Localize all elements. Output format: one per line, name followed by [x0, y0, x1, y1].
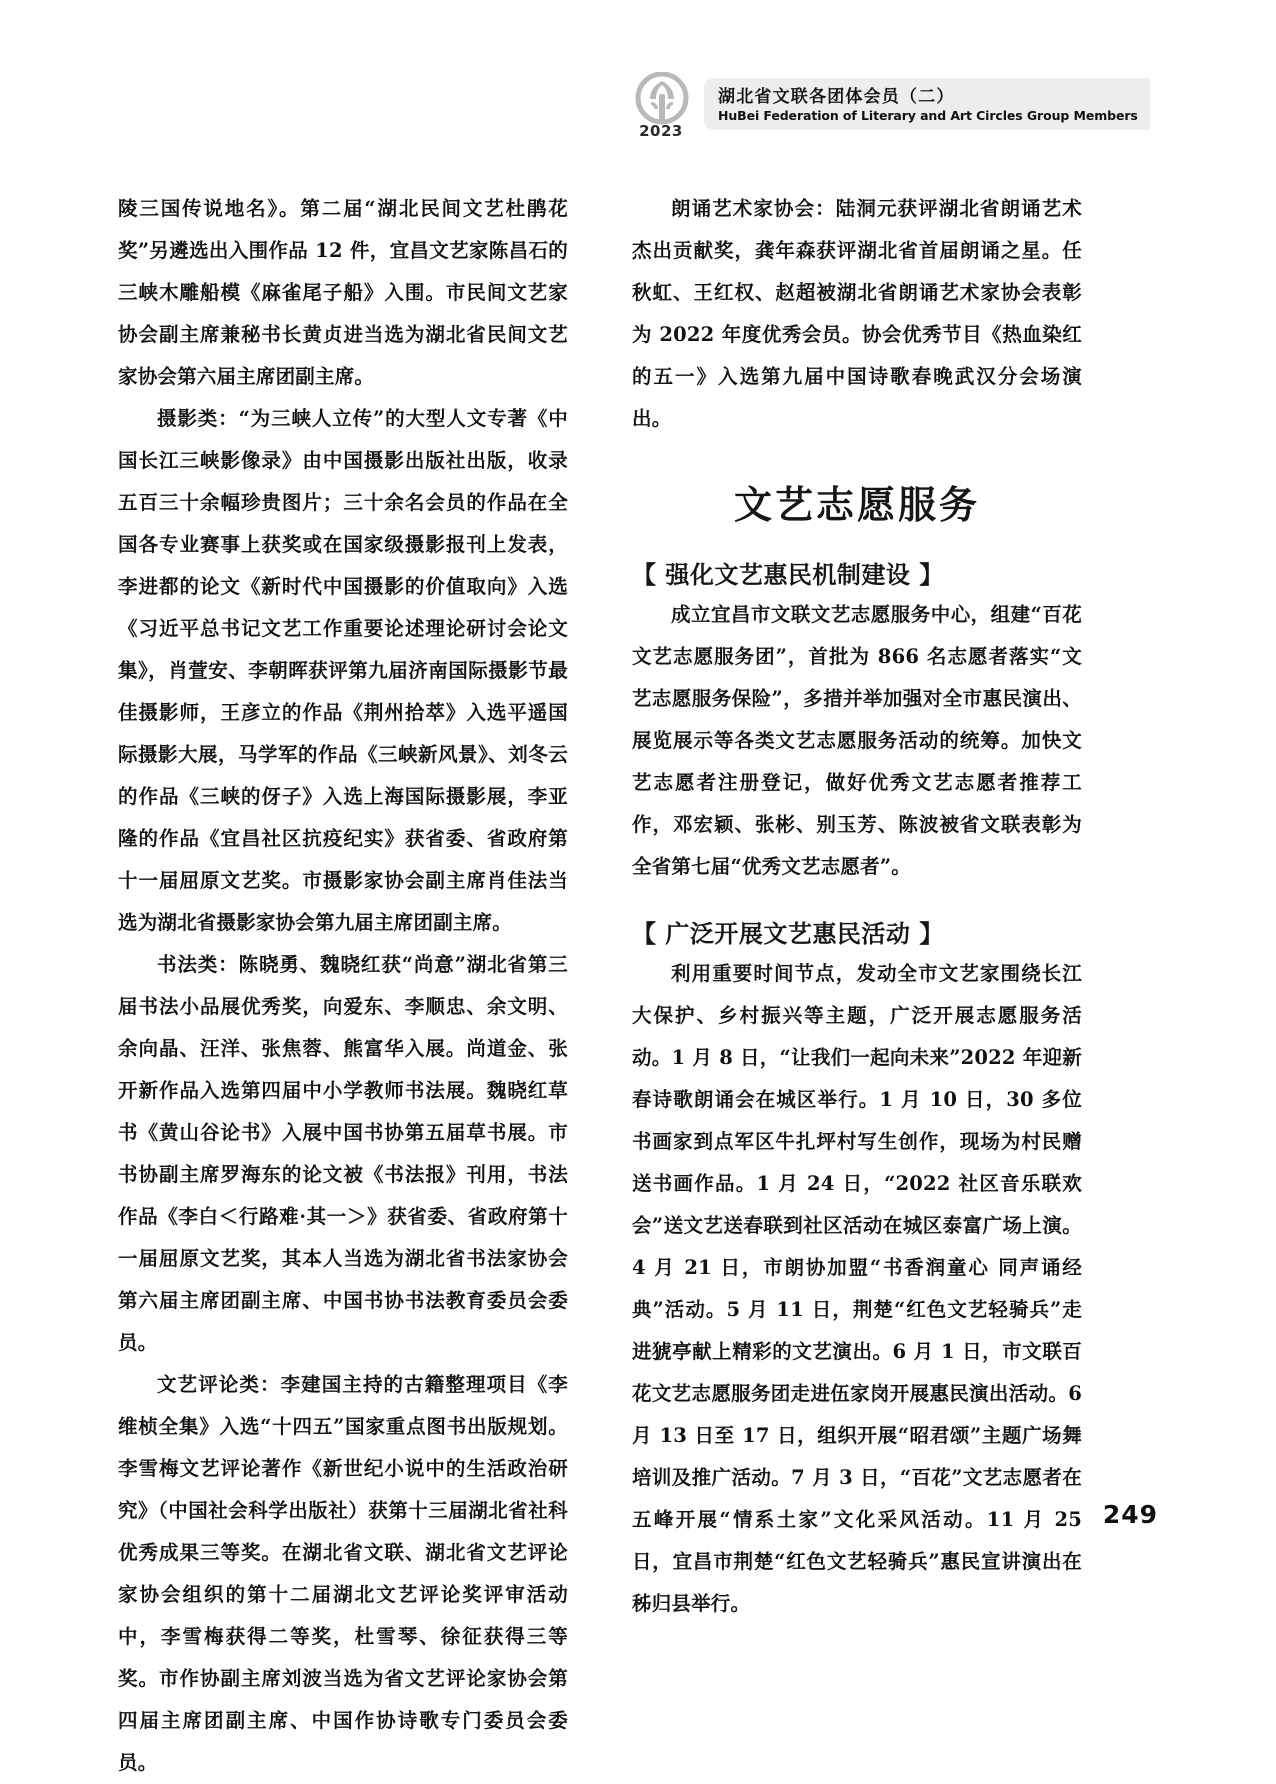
literary-criticism-paragraph: [118, 1364, 568, 1784]
paragraph-lead: 文艺评论类：: [157, 1373, 281, 1396]
header-title-english: HuBei Federation of Literary and Art Circles Group Members: [718, 108, 1138, 123]
folk-art-paragraph: [118, 188, 568, 398]
paragraph-text: 陆洞元获评湖北省朗诵艺术杰出贡献奖，龚年森获评湖北省首届朗诵之星。任秋虹、王红权、赵超被湖北省朗诵艺术家协会表彰为 2022 年度优秀会员。协会优秀节目《热血染红的五一》入选第九届中国诗歌春晚武汉分会场演出。: [632, 197, 1082, 430]
paragraph-text: 陵三国传说地名》。第二届“湖北民间文艺杜鹃花奖”另遴选出入围作品 12 件，宜昌文艺家陈昌石的三峡木雕船模《麻雀尾子船》入围。市民间文艺家协会副主席兼秘书长黄贞进当选为湖北省民间文艺家协会第六届主席团副主席。: [118, 197, 568, 388]
header-year-label: 2023: [639, 122, 683, 140]
subsection-broad-activities-paragraph: 利用重要时间节点，发动全市文艺家围绕长江大保护、乡村振兴等主题，广泛开展志愿服务活动。1 月 8 日，“让我们一起向未来”2022 年迎新春诗歌朗诵会在城区举行。1 月 10 日，30 多位书画家到点军区牛扎坪村写生创作，现场为村民赠送书画作品。1 月 24 日，“2022 社区音乐联欢会”送文艺送春联到社区活动在城区泰富广场上演。4 月 21 日，市朗协加盟“书香润童心 同声诵经典”活动。5 月 11 日，荆楚“红色文艺轻骑兵”走进猇亭献上精彩的文艺演出。6 月 1 日，市文联百花文艺志愿服务团走进伍家岗开展惠民演出活动。6 月 13 日至 17 日，组织开展“昭君颂”主题广场舞培训及推广活动。7 月 3 日，“百花”文艺志愿者在五峰开展“情系土家”文化采风活动。11 月 25 日，宜昌市荆楚“红色文艺轻骑兵”惠民宣讲演出在秭归县举行。: [632, 962, 1082, 1615]
paragraph-lead: 朗诵艺术家协会：: [671, 197, 836, 220]
subsection-title-strengthen-mechanism: 【 强化文艺惠民机制建设 】: [632, 561, 944, 589]
paragraph-text: 李建国主持的古籍整理项目《李维桢全集》入选“十四五”国家重点图书出版规划。李雪梅文艺评论著作《新世纪小说中的生活政治研究》（中国社会科学出版社）获第十三届湖北省社科优秀成果三等奖。在湖北省文联、湖北省文艺评论家协会组织的第十二届湖北文艺评论奖评审活动中，李雪梅获得二等奖，杜雪琴、徐征获得三等奖。市作协副主席刘波当选为省文艺评论家协会第四届主席团副主席、中国作协诗歌专门委员会委员。: [118, 1373, 568, 1774]
page-running-header: [630, 72, 1150, 140]
left-text-column: [118, 188, 568, 1784]
paragraph-lead: 书法类：: [157, 953, 239, 976]
paragraph-text: “为三峡人立传”的大型人文专著《中国长江三峡影像录》由中国摄影出版社出版，收录五百三十余幅珍贵图片；三十余名会员的作品在全国各专业赛事上获奖或在国家级摄影报刊上发表，李进都的论文《新时代中国摄影的价值取向》入选《习近平总书记文艺工作重要论述理论研讨会论文集》，肖萱安、李朝晖获评第九届济南国际摄影节最佳摄影师，王彦立的作品《荆州拾萃》入选平遥国际摄影大展，马学军的作品《三峡新风景》、刘冬云的作品《三峡的伢子》入选上海国际摄影展，李亚隆的作品《宜昌社区抗疫纪实》获省委、省政府第十一届屈原文艺奖。市摄影家协会副主席肖佳法当选为湖北省摄影家协会第九届主席团副主席。: [118, 407, 568, 934]
right-text-column: [632, 188, 1082, 1625]
subsection-strengthen-mechanism-paragraph: 成立宜昌市文联文艺志愿服务中心，组建“百花文艺志愿服务团”，首批为 866 名志愿者落实“文艺志愿服务保险”，多措并举加强对全市惠民演出、展览展示等各类文艺志愿服务活动的统筹。加快文艺志愿者注册登记，做好优秀文艺志愿者推荐工作，邓宏颖、张彬、别玉芳、陈波被省文联表彰为全省第七届“优秀文艺志愿者”。: [632, 603, 1082, 878]
header-title-chinese: 湖北省文联各团体会员（二）: [718, 87, 955, 107]
photography-paragraph: [118, 398, 568, 944]
calligraphy-paragraph: [118, 944, 568, 1364]
section-title-volunteer-service: 文艺志愿服务: [733, 483, 980, 527]
paragraph-text: 陈晓勇、魏晓红获“尚意”湖北省第三届书法小品展优秀奖，向爱东、李顺忠、余文明、余向晶、汪洋、张焦蓉、熊富华入展。尚道金、张开新作品入选第四届中小学教师书法展。魏晓红草书《黄山谷论书》入展中国书协第五届草书展。市书协副主席罗海东的论文被《书法报》刊用，书法作品《李白＜行路难·其一＞》获省委、省政府第十一届屈原文艺奖，其本人当选为湖北省书法家协会第六届主席团副主席、中国书协书法教育委员会委员。: [118, 953, 568, 1354]
paragraph-lead: 摄影类：: [157, 407, 239, 430]
subsection-title-broad-activities: 【 广泛开展文艺惠民活动 】: [632, 920, 944, 948]
recitation-association-paragraph: [632, 188, 1082, 440]
page-number: 249: [1102, 1500, 1158, 1529]
